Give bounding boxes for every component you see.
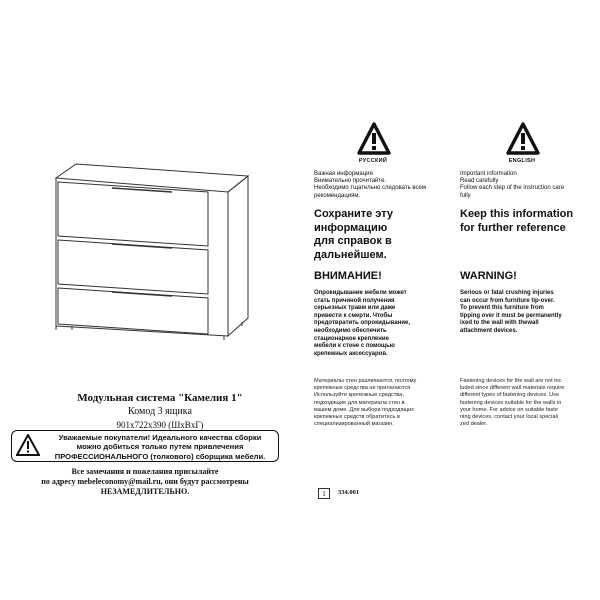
keep-line: Keep this information: [460, 208, 574, 220]
keep-line: for further reference: [460, 221, 566, 234]
fasten-line: Fastening devices for the wall are not inc: [460, 378, 562, 384]
fasten-line: Материалы стен различаются, поэтому: [314, 378, 417, 384]
warning-heading-russian: ВНИМАНИЕ!: [314, 270, 382, 282]
product-dimensions: 901x722x390 (ШxВxГ): [116, 420, 204, 430]
notice-line: ПРОФЕССИОНАЛЬНОГО (толкового) сборщика мебели.: [54, 451, 266, 461]
info-line: fully: [460, 192, 471, 199]
assembly-notice-box: [11, 430, 279, 462]
fasten-line: luded since different wall materials require: [460, 385, 565, 392]
page-number: 1: [318, 488, 330, 499]
feedback-line: по адресу mebeleconomy@mail.ru, они будут рассмотрены: [41, 477, 249, 486]
warning-icon: [16, 434, 40, 456]
fasten-line: подходящие для материала стен в: [314, 399, 405, 406]
warning-line: attachment devices.: [460, 327, 518, 334]
fasten-line: ning devices, contact your local speciali: [460, 414, 558, 421]
important-info-russian: [314, 171, 454, 200]
language-label-russian: РУССКИЙ: [358, 158, 388, 164]
warning-text-russian: [314, 290, 454, 358]
warning-line: стационарное крепление: [314, 335, 389, 342]
notice-line: Уважаемые покупатели! Идеального качества сборки: [58, 433, 262, 442]
fasten-line: вашем доме. Для выбора подходящих: [314, 406, 414, 413]
info-line: Important information: [460, 171, 517, 177]
info-line: Follow each step of the instruction care: [460, 185, 565, 192]
warning-icon: [506, 122, 540, 156]
info-line: Необходимо тщательно следовать всем: [314, 185, 427, 192]
keep-line: для справок в: [314, 235, 392, 247]
info-line: Внимательно прочитайте.: [314, 178, 387, 185]
warning-heading-english: WARNING!: [460, 270, 517, 282]
keep-info-russian: [314, 208, 454, 262]
warning-line: серьезных травм или даже: [314, 305, 396, 312]
warning-line: необходимо обеспечить: [314, 327, 387, 334]
warning-line: мебели к стене с помощью: [314, 343, 395, 350]
keep-line: дальнейшем.: [314, 248, 387, 261]
fasten-line: специализированный магазин.: [314, 421, 394, 428]
keep-line: Сохраните эту: [314, 208, 394, 220]
fasten-line: крепежных средств обратитесь в: [314, 414, 400, 421]
warning-line: предотвратить опрокидывание,: [314, 320, 411, 327]
feedback-line: НЕЗАМЕДЛИТЕЛЬНО.: [100, 487, 190, 496]
dresser-drawing: [52, 150, 252, 350]
keep-line: информацию: [314, 221, 388, 234]
fasten-line: Используйте крепежные средства,: [314, 392, 404, 399]
fasten-line: fastening devices suitable for the walls in: [460, 399, 562, 406]
warning-line: ixed to the wall with thewall: [460, 320, 539, 327]
info-line: Важная информация: [314, 171, 373, 177]
warning-line: tipping over it must be permanently: [460, 312, 562, 319]
fasten-line: zed dealer.: [460, 421, 488, 428]
feedback-line: Все замечания и пожелания присылайте: [71, 467, 219, 476]
fasten-line: your home. For advice on suitable faste: [460, 406, 558, 413]
product-model: Комод 3 ящика: [128, 406, 192, 417]
important-info-english: [460, 171, 590, 200]
warning-line: To prevent this furniture from: [460, 305, 544, 312]
fastening-text-russian: [314, 378, 454, 428]
info-line: рекомендациям.: [314, 192, 361, 199]
fastening-text-english: [460, 378, 595, 428]
info-line: Read carefully: [460, 178, 499, 185]
fasten-line: different types of fastening devices. Use: [460, 392, 560, 399]
fasten-line: крепежные средства не прилагаются.: [314, 385, 412, 392]
feedback-text: [20, 467, 270, 497]
notice-line: можно добиться только путем привлечения: [76, 442, 244, 452]
warning-text-english: [460, 290, 595, 336]
keep-info-english: [460, 208, 595, 235]
warning-line: Опрокидывание мебели может: [314, 290, 407, 296]
warning-line: крепежных аксессуаров.: [314, 350, 388, 357]
language-label-english: ENGLISH: [508, 158, 536, 164]
warning-line: стать причиной получения: [314, 297, 395, 304]
warning-line: Serious or fatal crushing injuries: [460, 290, 554, 296]
assembly-notice-text: [42, 433, 278, 461]
document-code: 334.001: [338, 489, 360, 496]
warning-icon: [357, 122, 391, 156]
product-title: Модульная система "Камелия 1": [77, 392, 243, 404]
warning-line: can occur from furniture tip-over.: [460, 297, 555, 304]
warning-line: привести к смерти. Чтобы: [314, 312, 393, 319]
